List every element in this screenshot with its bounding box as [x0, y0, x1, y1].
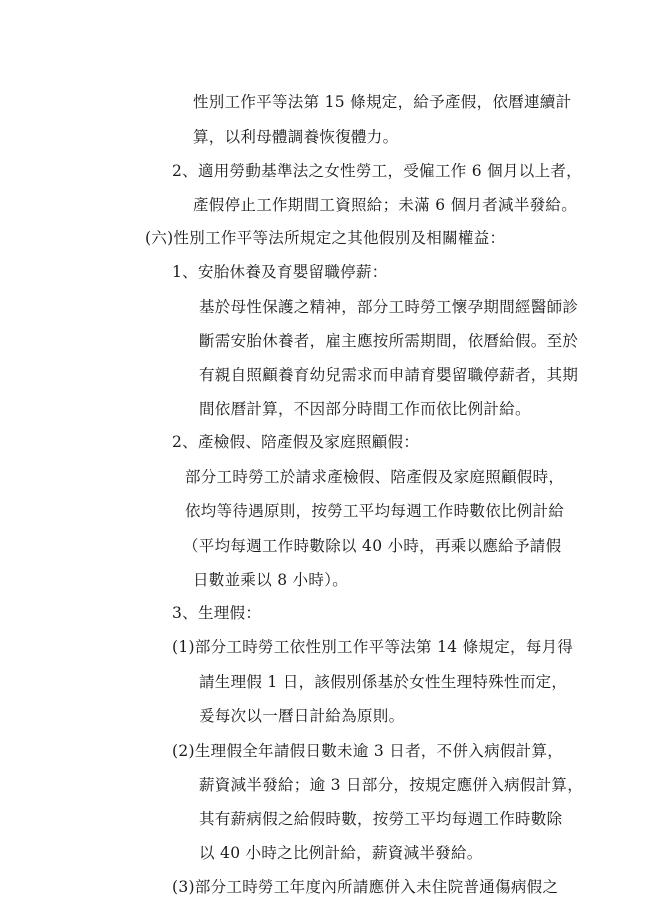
text-line: 依均等待遇原則，按勞工平均每週工作時數依比例計給 [185, 502, 565, 520]
text-line: 性別工作平等法第 15 條規定，給予產假，依曆連續計 [193, 93, 572, 111]
text-line: 有親自照顧養育幼兒需求而申請育嬰留職停薪者，其期 [199, 366, 579, 384]
text-line: （平均每週工作時數除以 40 小時，再乘以應給予請假 [183, 537, 562, 555]
text-line: 爰每次以一曆日計給為原則。 [199, 707, 405, 725]
text-line: 其有薪病假之給假時數，按勞工平均每週工作時數除 [199, 810, 563, 828]
text-line: 薪資減半發給；逾 3 日部分，按規定應併入病假計算， [199, 776, 584, 794]
text-line: 基於母性保護之精神，部分工時勞工懷孕期間經醫師診 [199, 298, 579, 316]
subsection-heading: 3、生理假： [172, 604, 262, 622]
section-heading: (六)性別工作平等法所規定之其他假別及相關權益： [145, 229, 506, 247]
text-line: (3)部分工時勞工年度內所請應併入未住院普通傷病假之 [172, 878, 559, 896]
text-line: 部分工時勞工於請求產檢假、陪產假及家庭照顧假時， [185, 468, 565, 486]
subsection-heading: 2、產檢假、陪產假及家庭照顧假： [172, 433, 420, 451]
text-line: 產假停止工作期間工資照給；未滿 6 個月者減半發給。 [193, 196, 578, 214]
text-line: 2、適用勞動基準法之女性勞工，受僱工作 6 個月以上者， [172, 162, 582, 180]
text-line: 間依曆計算，不因部分時間工作而依比例計給。 [199, 400, 531, 418]
text-line: 請生理假 1 日，該假別係基於女性生理特殊性而定， [199, 673, 568, 691]
text-line: 斷需安胎休養者，雇主應按所需期間，依曆給假。至於 [199, 332, 579, 350]
text-line: 日數並乘以 8 小時）。 [193, 571, 349, 589]
text-line: 算，以利母體調養恢復體力。 [193, 128, 399, 146]
subsection-heading: 1、安胎休養及育嬰留職停薪： [172, 263, 388, 281]
text-line: (2)生理假全年請假日數未逾 3 日者，不併入病假計算， [172, 742, 564, 760]
text-line: 以 40 小時之比例計給，薪資減半發給。 [199, 844, 483, 862]
text-line: (1)部分工時勞工依性別工作平等法第 14 條規定，每月得 [172, 638, 574, 656]
